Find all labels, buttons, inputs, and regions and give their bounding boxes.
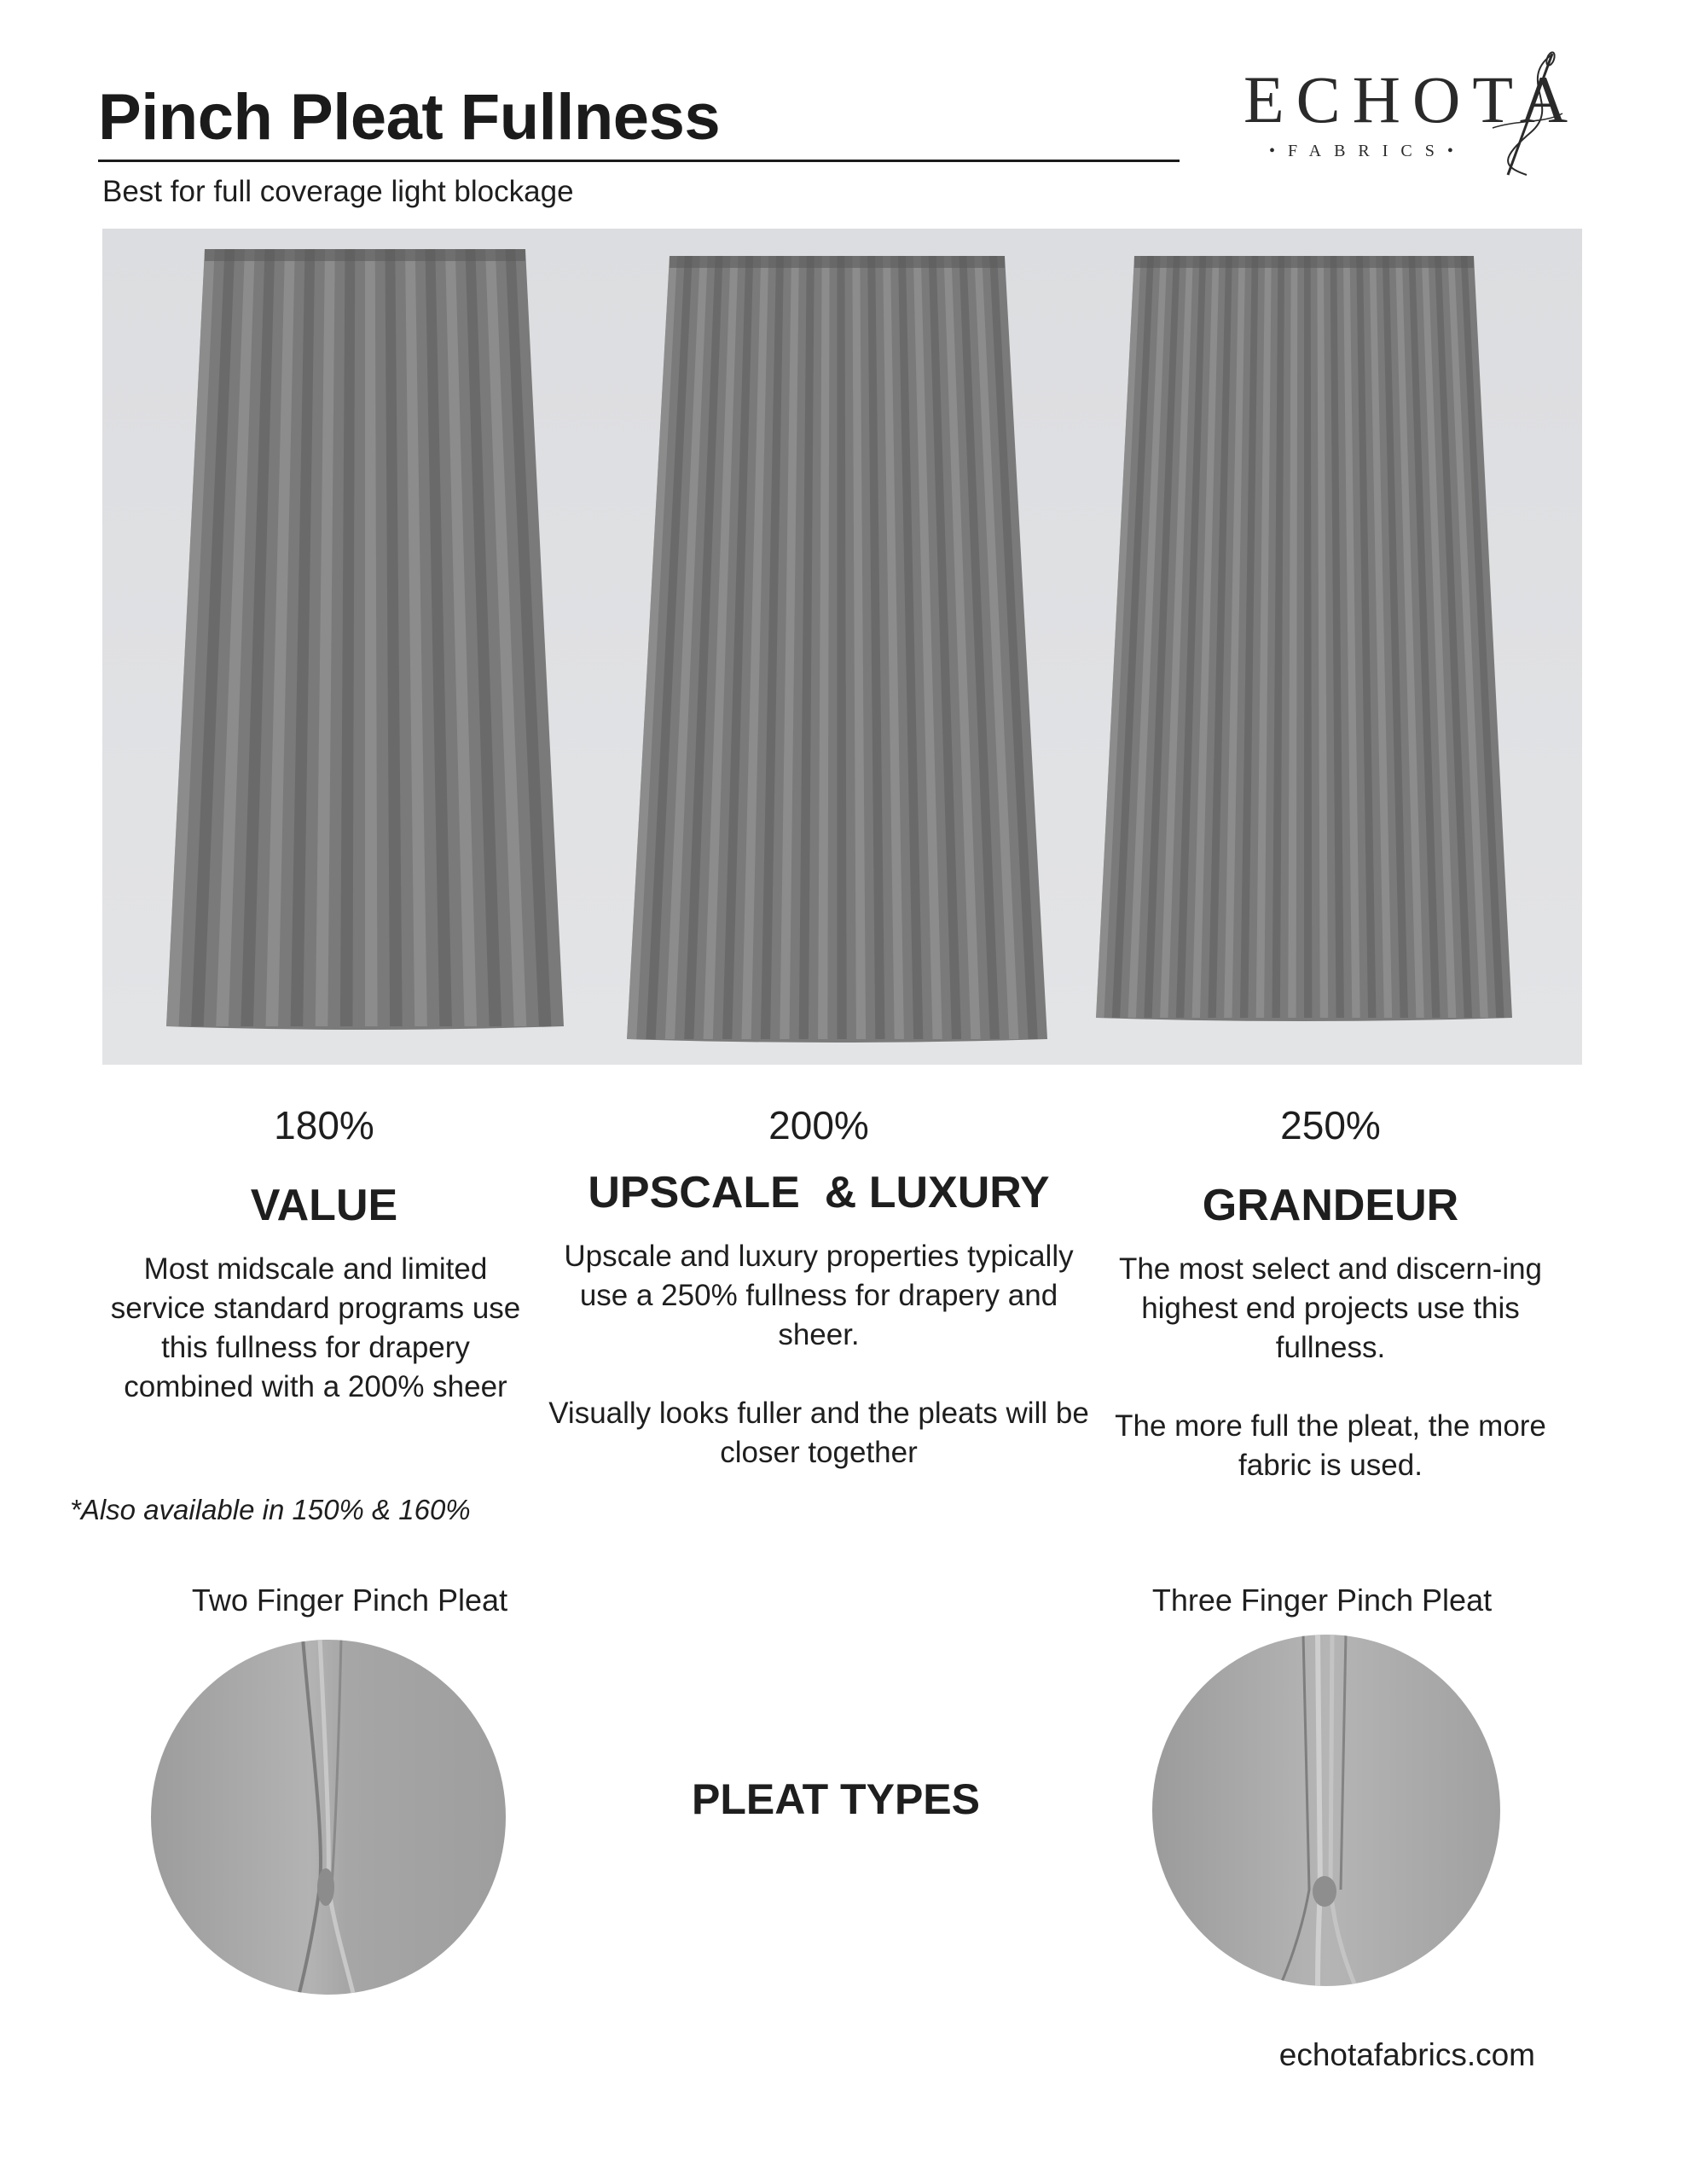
tier-upscale-description — [546, 1237, 1092, 1472]
two-finger-pleat-label: Two Finger Pinch Pleat — [191, 1583, 508, 1618]
tier-upscale-description-1: Upscale and luxury properties typically use a 250% fullness for drapery and sheer. — [564, 1240, 1074, 1351]
curtain-header — [1134, 256, 1474, 268]
logo-wordmark: ECHOTA — [1244, 62, 1580, 136]
logo-submark: •FABRICS• — [1269, 142, 1466, 160]
pleat-types-heading: PLEAT TYPES — [691, 1775, 980, 1823]
curtain-200 — [627, 256, 1047, 1043]
curtain-180 — [166, 249, 564, 1030]
three-finger-pleat-swatch — [1151, 1634, 1501, 1988]
curtain-header — [670, 256, 1005, 268]
three-finger-pleat-label: Three Finger Pinch Pleat — [1151, 1583, 1493, 1618]
two-finger-pleat-swatch — [149, 1638, 507, 1996]
availability-note: *Also available in 150% & 160% — [70, 1494, 471, 1525]
tier-upscale-description-2: Visually looks fuller and the pleats will be closer together — [548, 1397, 1089, 1469]
website-url: echotafabrics.com — [1278, 2037, 1535, 2072]
page-title: Pinch Pleat Fullness — [98, 81, 721, 154]
tier-value-description: Most midscale and limited service standard programs use this fullness for drapery combined with a 200% sheer — [110, 1252, 521, 1403]
fullness-percent-200: 200% — [768, 1103, 869, 1147]
curtain-fullness-photo — [102, 229, 1582, 1065]
page-subtitle: Best for full coverage light blockage — [102, 175, 574, 208]
echota-logo — [1228, 43, 1580, 179]
tier-value: VALUE — [250, 1181, 398, 1230]
tier-grandeur-description-1: The most select and discern-ing highest end projects use this fullness. — [1118, 1252, 1543, 1364]
tier-upscale-luxury: UPSCALE & LUXURY — [588, 1168, 1050, 1217]
tier-grandeur-description-2: The more full the pleat, the more fabric is used. — [1115, 1409, 1546, 1482]
fullness-percent-250: 250% — [1280, 1103, 1381, 1147]
needle-and-thread-icon — [1484, 47, 1565, 179]
tier-grandeur-description — [1100, 1250, 1561, 1485]
tier-grandeur: GRANDEUR — [1202, 1181, 1459, 1230]
title-underline — [98, 160, 1180, 162]
curtain-header — [205, 249, 525, 261]
curtain-illustration — [102, 229, 1582, 1065]
curtain-250 — [1096, 256, 1512, 1021]
fullness-percent-180: 180% — [274, 1103, 374, 1147]
